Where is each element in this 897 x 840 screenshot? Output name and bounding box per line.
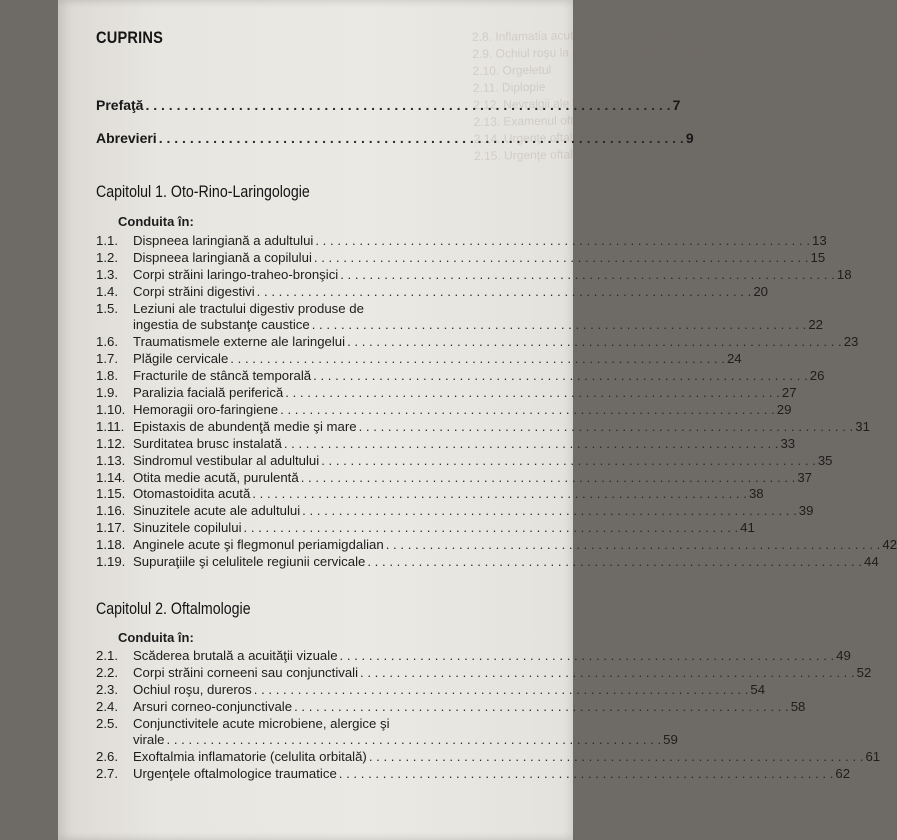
toc-entry[interactable] (96, 537, 897, 554)
leader-dots (252, 486, 747, 503)
toc-entry-number: 1.13. (96, 452, 126, 468)
toc-entry[interactable] (96, 664, 872, 682)
toc-entry[interactable] (96, 520, 755, 537)
toc-entry-page: 27 (781, 385, 797, 401)
toc-entry-number: 2.5. (96, 715, 118, 731)
toc-entry[interactable] (96, 418, 870, 436)
toc-entry[interactable] (96, 300, 823, 335)
toc-entry[interactable] (96, 351, 742, 368)
toc-entry[interactable] (96, 698, 806, 716)
toc-entry-page: 33 (780, 435, 796, 451)
toc-entry[interactable] (96, 715, 678, 750)
leader-dots (321, 453, 816, 470)
toc-entry[interactable] (96, 749, 881, 766)
toc-entry[interactable] (96, 452, 833, 470)
toc-entry-title: Anginele acute şi flegmonul periamigdalian (133, 537, 384, 553)
toc-entry-page: 22 (808, 317, 823, 333)
show-through-line: 2.12. Nevralgii ale globului ocular (473, 94, 651, 113)
show-through-line: 2.8. Inflamatia acută a căilor lacrimale (471, 26, 674, 45)
toc-entry-title: Sinuzitele copilului (133, 520, 242, 536)
leader-dots (347, 334, 842, 351)
leader-dots (369, 749, 864, 766)
leader-dots (367, 554, 862, 571)
toc-entry[interactable] (96, 553, 879, 571)
chapter-2-entries (96, 648, 881, 783)
toc-entry-page: 20 (753, 283, 768, 299)
leader-dots (280, 402, 775, 419)
chapter-2-subhead: Conduita în: (118, 630, 194, 645)
toc-entry-title: Paralizia facială periferică (133, 385, 284, 401)
toc-entry[interactable] (96, 766, 851, 783)
toc-entry-title: Fracturile de stâncă temporală (133, 368, 312, 384)
toc-entry-number: 1.4. (96, 283, 118, 299)
book-page (58, 0, 897, 840)
toc-entry-title-continued: virale (133, 732, 165, 748)
toc-entry-page: 49 (836, 648, 851, 663)
leader-dots (294, 699, 789, 716)
chapter-1-title[interactable]: Capitolul 1. Oto-Rino-Laringologie (96, 183, 310, 201)
leader-dots (167, 732, 662, 749)
chapter-2-title[interactable]: Capitolul 2. Oftalmologie (96, 600, 251, 618)
toc-entry-title-continued: ingestia de substanţe caustice (133, 317, 310, 333)
toc-entry-title: Dispneea laringiană a adultului (133, 233, 314, 248)
leader-dots (254, 682, 749, 699)
toc-entry-title: Scăderea brutală a acuităţii vizuale (133, 648, 338, 663)
show-through-line: 2.15. Urgenţe oftalmologice traumatice (473, 145, 681, 164)
toc-entry-number: 1.18. (96, 537, 126, 553)
toc-entry-page: 13 (812, 233, 827, 248)
toc-entry-title: Dispneea laringiană a copilului (133, 249, 312, 265)
toc-entry-title: Otita medie acută, purulentă (133, 469, 299, 485)
toc-entry-number: 1.12. (96, 435, 126, 451)
toc-entry[interactable] (96, 368, 825, 385)
toc-entry-title: Leziuni ale tractului digestiv produse de (133, 300, 364, 316)
toc-entry-title: Arsuri corneo-conjunctivale (133, 698, 293, 714)
leader-dots (159, 130, 684, 146)
toc-entry-number: 1.15. (96, 486, 126, 502)
toc-entry-number: 1.1. (96, 233, 118, 248)
toc-entry[interactable] (96, 266, 852, 284)
toc-entry[interactable] (96, 385, 797, 402)
toc-entry-number: 1.17. (96, 520, 126, 536)
leader-dots (359, 419, 854, 436)
toc-entry-page: 9 (685, 130, 694, 146)
leader-dots (302, 503, 797, 520)
show-through-line: 2.11. Diplopie (472, 79, 546, 96)
toc-entry-title: Prefaţă (96, 97, 144, 113)
toc-entry-number: 1.16. (96, 503, 126, 519)
toc-entry-title: Abrevieri (96, 130, 157, 146)
toc-entry-title: Supuraţiile şi celulitele regiunii cervicale (133, 553, 366, 569)
leader-dots (339, 766, 834, 783)
toc-entry-page: 58 (790, 698, 806, 714)
toc-entry[interactable] (96, 249, 826, 267)
toc-entry[interactable] (96, 648, 851, 665)
leader-dots (244, 520, 739, 537)
toc-entry-page: 24 (726, 351, 742, 367)
show-through-line: 2.14. Urgenţe oftalmologice la copil (473, 128, 662, 147)
toc-entry-title: Epistaxis de abundenţă medie şi mare (133, 418, 357, 434)
toc-entry-number: 2.1. (96, 648, 118, 663)
chapter-1-subhead: Conduita în: (118, 214, 194, 229)
toc-entry-title: Corpi străini digestivi (133, 283, 255, 299)
leader-dots (340, 267, 835, 284)
toc-title: CUPRINS (96, 28, 164, 47)
toc-entry-number: 2.7. (96, 766, 118, 782)
toc-entry-number: 2.6. (96, 749, 118, 765)
toc-entry-title: Surditatea brusc instalată (133, 435, 282, 451)
toc-entry-number: 2.3. (96, 681, 118, 697)
leader-dots (257, 284, 752, 301)
toc-entry-page: 29 (776, 401, 792, 417)
toc-entry-number: 1.10. (96, 401, 126, 417)
leader-dots (284, 436, 779, 453)
toc-entry[interactable] (96, 435, 796, 453)
toc-entry-title: Exoftalmia inflamatorie (celulita orbitală) (133, 749, 367, 765)
toc-entry[interactable] (96, 401, 792, 419)
leader-dots (312, 317, 807, 334)
toc-entry-page: 41 (740, 520, 755, 536)
toc-entry-number: 1.5. (96, 300, 118, 316)
toc-entry-page: 38 (748, 486, 764, 502)
leader-dots (145, 94, 670, 113)
toc-entry-title: Otomastoidita acută (133, 486, 251, 502)
toc-entry-title: Plăgile cervicale (133, 351, 229, 367)
toc-entry-page: 62 (835, 766, 851, 782)
toc-entry-page: 15 (810, 249, 826, 265)
toc-entry-number: 2.4. (96, 698, 118, 714)
toc-entry-number: 1.19. (96, 553, 126, 569)
toc-entry-number: 1.11. (96, 418, 125, 434)
leader-dots (386, 537, 881, 554)
toc-entry-page: 31 (855, 418, 870, 434)
toc-entry-page: 44 (864, 553, 879, 569)
toc-entry[interactable] (96, 681, 766, 699)
toc-entry[interactable] (96, 233, 827, 250)
toc-entry-page: 39 (798, 503, 814, 519)
toc-entry-page: 26 (809, 368, 825, 384)
toc-entry-number: 1.6. (96, 334, 118, 350)
toc-entry-page: 42 (882, 537, 897, 553)
toc-entry[interactable] (96, 283, 768, 301)
leader-dots (301, 470, 796, 487)
toc-entry-page: 52 (856, 664, 872, 680)
toc-entry-page: 35 (817, 452, 833, 468)
toc-entry-number: 2.2. (96, 664, 118, 680)
toc-entry-title: Corpi străini corneeni sau conjunctivali (133, 664, 359, 680)
toc-entry-title: Corpi străini laringo-traheo-bronşici (133, 266, 339, 282)
toc-entry-page: 23 (843, 334, 859, 350)
show-through-line: 2.13. Examenul oftalmologic (473, 112, 625, 130)
leader-dots (230, 351, 725, 368)
show-through-line: 2.9. Ochiul roşu la purtarea de lentile de contact (472, 42, 728, 62)
leader-dots (314, 250, 809, 267)
toc-entry-title: Urgenţele oftalmologice traumatice (133, 766, 337, 782)
toc-entry-title: Ochiul roşu, dureros (133, 681, 252, 697)
toc-entry-number: 1.8. (96, 368, 118, 384)
toc-entry[interactable] (96, 334, 859, 351)
toc-entry-page: 59 (663, 732, 678, 748)
leader-dots (313, 368, 808, 385)
toc-entry-title: Hemoragii oro-faringiene (133, 401, 279, 417)
toc-entry-number: 1.2. (96, 249, 118, 265)
leader-dots (315, 233, 810, 250)
chapter-1-entries (96, 233, 897, 571)
toc-entry-title: Traumatismele externe ale laringelui (133, 334, 346, 350)
toc-entry-number: 1.7. (96, 351, 118, 367)
toc-entry[interactable] (96, 486, 764, 503)
leader-dots (285, 385, 780, 402)
toc-entry-page: 7 (672, 97, 681, 113)
toc-entry-number: 1.9. (96, 385, 118, 401)
toc-entry-number: 1.14. (96, 469, 126, 485)
toc-entry-page: 61 (865, 749, 881, 765)
toc-entry[interactable] (96, 469, 812, 487)
toc-entry-title: Sindromul vestibular al adultului (133, 452, 320, 468)
toc-entry-page: 18 (836, 266, 852, 282)
toc-entry[interactable] (96, 503, 814, 520)
leader-dots (340, 648, 835, 665)
toc-entry-number: 1.3. (96, 266, 118, 282)
show-through-line: 2.10. Orgeletul (472, 62, 552, 79)
toc-entry-page: 54 (750, 681, 766, 697)
toc-entry-title: Sinuzitele acute ale adultului (133, 503, 301, 519)
toc-entry-page: 37 (797, 469, 812, 485)
leader-dots (360, 665, 855, 682)
toc-entry-title: Conjunctivitele acute microbiene, alergice şi (133, 715, 390, 731)
